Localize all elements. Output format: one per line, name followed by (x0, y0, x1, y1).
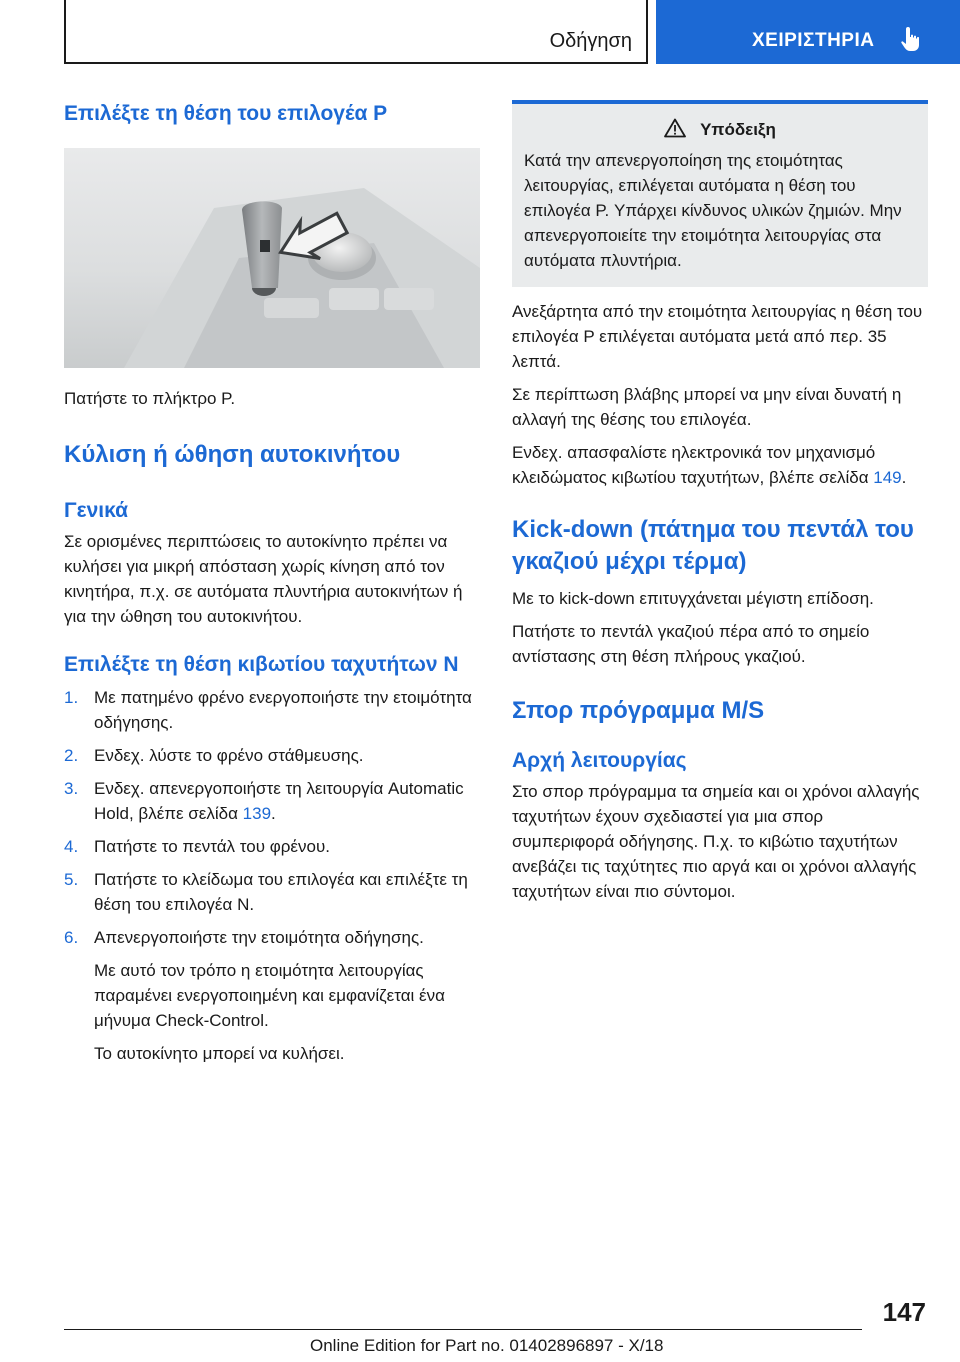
footer-divider (64, 1329, 862, 1330)
step-number: 2. (64, 746, 79, 765)
general-text: Σε ορισμένες περιπτώσεις το αυτοκίνητο πρέπει να κυλήσει για μικρή απόσταση χωρίς κίνηση από τον κινητήρα, π.χ. σε αυτόματα πλυντήρια αυτοκινήτων ή για την ώθηση του αυτοκινήτου. (64, 532, 463, 626)
warning-triangle-icon (664, 118, 686, 138)
press-p-text: Πατήστε το πλήκτρο P. (64, 389, 236, 408)
page-link-139[interactable]: 139 (242, 804, 272, 823)
step-text: Απενεργοποιήστε την ετοιμότητα οδήγησης. (94, 928, 424, 947)
heading-general: Γενικά (64, 499, 129, 522)
step-text: Πατήστε το κλείδωμα του επιλογέα και επιλέξτε τη θέση του επιλογέα N. (94, 870, 468, 914)
header-chapter-tab[interactable] (656, 0, 960, 64)
step-text (94, 776, 480, 826)
step-number: 6. (64, 928, 79, 947)
step-number: 5. (64, 870, 79, 889)
list-item (64, 834, 480, 859)
step-text: Ενδεχ. λύστε το φρένο στάθμευσης. (94, 746, 364, 765)
step-text: Με πατημένο φρένο ενεργοποιήστε την ετοιμότητα οδήγησης. (94, 688, 472, 732)
step-number: 1. (64, 688, 79, 707)
footer-edition: Online Edition for Part no. 01402896897 - X/18 (310, 1336, 664, 1355)
auto-p-text-3-main: Ενδεχ. απασφαλίστε ηλεκτρονικά τον μηχανισμό κλειδώματος κιβωτίου ταχυτήτων, βλέπε σελίδα (512, 443, 876, 487)
list-item (64, 743, 480, 768)
hand-pointer-icon (899, 26, 923, 52)
list-item (64, 685, 480, 735)
step-text-end: . (271, 804, 276, 823)
kickdown-text-2: Πατήστε το πεντάλ γκαζιού πέρα από το σημείο αντίστασης στη θέση πλήρους γκαζιού. (512, 622, 870, 666)
left-column (64, 100, 480, 1074)
page-link-149[interactable]: 149 (873, 468, 902, 487)
principle-text: Στο σπορ πρόγραμμα τα σημεία και οι χρόνοι αλλαγής ταχυτήτων έχουν σχεδιαστεί για μια σπορ συμπεριφορά οδήγησης. Π.χ. το κιβώτιο ταχυτήτων ανεβάζει τις ταχύτητες πιο αργά και οι χρόνοι αλλαγής ταχυτήτων είναι πιο σύντομοι. (512, 782, 920, 901)
auto-p-text-3-end: . (901, 468, 907, 487)
auto-p-text-2: Σε περίπτωση βλάβης μπορεί να μην είναι δυνατή η αλλαγή της θέσης του επιλογέα. (512, 385, 902, 429)
heading-kickdown: Kick-down (πάτημα του πεντάλ του γκαζιού μέχρι τέρμα) (512, 516, 914, 575)
gear-selector-photo (64, 148, 480, 368)
heading-sport: Σπορ πρόγραμμα M/S (512, 697, 765, 724)
page-number: 147 (882, 1297, 926, 1327)
right-column (512, 100, 928, 904)
list-item (64, 776, 480, 826)
step-result-text: Το αυτοκίνητο μπορεί να κυλήσει. (94, 1044, 345, 1063)
header-section-box (64, 0, 648, 64)
step-number: 4. (64, 837, 79, 856)
step-result-text: Με αυτό τον τρόπο η ετοιμότητα λειτουργίας παραμένει ενεργοποιημένη και εμφανίζεται ένα μήνυμα Check-Control. (94, 961, 445, 1030)
heading-select-p: Επιλέξτε τη θέση του επιλογέα P (64, 102, 388, 125)
heading-principle: Αρχή λειτουργίας (512, 749, 687, 772)
note-title-text: Υπόδειξη (700, 120, 776, 139)
neutral-steps-list (64, 685, 480, 1066)
auto-p-text-3 (512, 440, 928, 490)
kickdown-text-1: Με το kick-down επιτυγχάνεται μέγιστη επίδοση. (512, 589, 874, 608)
header-section-label: Οδήγηση (549, 30, 632, 52)
header-chapter-label: ΧΕΙΡΙΣΤΗΡΙΑ (752, 30, 875, 51)
list-item (64, 867, 480, 917)
list-item (64, 925, 480, 1066)
note-text: Κατά την απενεργοποίηση της ετοιμότητας λειτουργίας, επιλέγεται αυτόματα η θέση του επιλογέα P. Υπάρχει κίνδυνος υλικών ζημιών. Μην απενεργοποιείτε την ετοιμότητα λειτουργίας στα αυτόματα πλυντήρια. (524, 151, 902, 270)
heading-neutral: Επιλέξτε τη θέση κιβωτίου ταχυτήτων N (64, 653, 459, 676)
heading-rolling: Κύλιση ή ώθηση αυτοκινήτου (64, 441, 401, 468)
note-box (512, 100, 928, 287)
note-title (524, 118, 916, 142)
gear-selector-illustration (64, 148, 480, 368)
auto-p-text-1: Ανεξάρτητα από την ετοιμότητα λειτουργίας η θέση του επιλογέα P επιλέγεται αυτόματα μετά από περ. 35 λεπτά. (512, 302, 923, 371)
step-text: Πατήστε το πεντάλ του φρένου. (94, 837, 330, 856)
step-number: 3. (64, 779, 79, 798)
step-text-main: Ενδεχ. απενεργοποιήστε τη λειτουργία Automatic Hold, βλέπε σελίδα (94, 779, 464, 823)
